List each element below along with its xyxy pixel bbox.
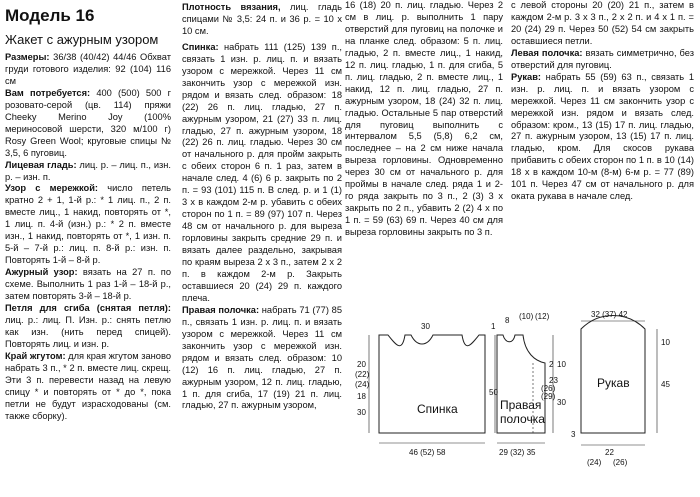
lace-label: Ажурный узор: xyxy=(5,267,78,278)
back-right-dim: 1 xyxy=(491,322,496,331)
materials-text: 400 (500) 500 г розовато-серой (цв. 114) пряжи Cheeky Merino Joy (100% мериносовой шерсти, 320 м/100 г) Rosy Green Wool; круговые спицы № 3,5, 6 пуговиц. xyxy=(5,87,172,158)
sleeve-label-diagram: Рукав xyxy=(597,376,630,390)
schematic-diagrams xyxy=(355,305,695,495)
mesh-text: число петель кратно 2 + 1, 1-й р.: * 1 лиц. п., 2 п. вместе лиц., 1 накид, повторять от *, 1 лиц. п. 4-й (изн.) р.: * 2 п. вместе изн., 1 накид, повторять от *, 1 изн. п. 5-й – 7-й р.: лиц. п. 8-й р.: изн. п. Повторять 1-й – 8-й р. xyxy=(5,183,171,266)
sleeve-left-dim: 3 xyxy=(571,430,576,439)
back-label: Спинка: xyxy=(182,41,219,52)
sleeve-bottom-dim-3: (26) xyxy=(613,458,628,467)
materials-label: Вам потребуется: xyxy=(5,87,91,98)
sleeve-top-h-dim: 10 xyxy=(661,338,670,347)
right-front-label: Правая полочка: xyxy=(182,304,260,315)
sleeve-paragraph xyxy=(511,72,694,203)
density-paragraph xyxy=(182,2,342,38)
page-subtitle: Жакет с ажурным узором xyxy=(5,32,159,47)
column-1 xyxy=(5,0,171,423)
sizes-paragraph xyxy=(5,52,171,88)
column-4 xyxy=(511,0,694,203)
sleeve-bottom-dim: 22 xyxy=(605,448,614,457)
sleeve-text: набрать 55 (59) 63 п., связать 1 изн. р. лиц. п. и вязать узором с мережкой. Через 11 см закончить узор с мережкой изн. рядом и вязать след. образом: кром., 13 (15) 17 п. лиц. гладью, 27 п. ажурным узором, 13 (15) 17 п. лиц. гладью, кром. Для скосов рукава прибавить с обеих сторон по 1 п. в 10 (14) 18 х в каждом 10-м (8-м) 6-м р. = 77 (89) 101 п. Через 47 см от начального р. для оката рукава в начале след. xyxy=(511,71,694,202)
edge-text: для края жгутом заново набрать 3 п., * 2 п. вместе лиц. скрещ. Эти 3 п. перевести назад на левую спицу * и повторять от * до *, пока петли не будут израсходованы (см. также сборку). xyxy=(5,350,171,421)
back-side-dim: 30 xyxy=(357,408,366,417)
left-front-paragraph xyxy=(511,48,694,72)
mesh-label: Узор с мережкой: xyxy=(5,183,99,194)
stockinette-label: Лицевая гладь: xyxy=(5,159,77,170)
back-bottom-dim: 46 (52) 58 xyxy=(409,448,446,457)
edge-label: Край жгутом: xyxy=(5,350,66,361)
front-bottom-dim: 29 (32) 35 xyxy=(499,448,536,457)
back-total-dim: 50 xyxy=(489,388,498,397)
front-label-2: полочка xyxy=(500,412,545,426)
back-label-diagram: Спинка xyxy=(417,402,458,416)
sleeve-height-dim: 45 xyxy=(661,380,670,389)
front-dim-f: (26) xyxy=(541,384,556,393)
sleeve-top-dim: 32 (37) 42 xyxy=(591,310,628,319)
column-2 xyxy=(182,2,342,412)
page-title: Модель 16 xyxy=(5,6,95,25)
materials-paragraph xyxy=(5,88,171,160)
back-left-dim-a: 20 xyxy=(357,360,366,369)
front-dim-a: 8 xyxy=(505,316,510,325)
right-front-text: набрать 71 (77) 85 п., связать 1 изн. р. лиц. п. и вязать узором с мережкой. Через 11 см закончить узор с мережкой изн. рядом и вязать след. образом: 10 (12) 16 п. лиц. гладью, 27 п. ажурным узором, 12 п. лиц. гладью, 1 п. для сгиба, 17 (19) 21 п. лиц. гладью, 27 п. ажурным узором, xyxy=(182,304,342,411)
sleeve-label: Рукав: xyxy=(511,71,542,82)
back-text: набрать 111 (125) 139 п., связать 1 изн. р. лиц. п. и вязать узором с мережкой. Через 11 см закончить узор с мережкой изн. рядом и вязать след. образом: 18 (22) 26 п. лиц. гладью, 27 п. ажурным узором, 21 (27) 33 п. лиц. гладью, 27 п. ажурным узором, 18 (22) 26 п. лиц. гладью. Через 30 см от начального р. для пройм закрыть с обеих сторон 6 п. 1 раз, затем в начале след. 4 (6) 6 р. закрыть по 2 п. = 93 (101) 115 п. В след. р. и 1 (1) 3 х в каждом 2-м р. убавить с обеих сторон по 1 п. = 89 (97) 107 п. Через 48 см от начального р. для выреза горловины закрыть средние 29 п. и вязать далее раздельно, закрывая по краям выреза 2 х 3 п., затем 2 х 2 п. в каждом 2-м р. Закрыть оставшиеся 20 (24) 29 п. каждого плеча. xyxy=(182,41,342,303)
front-dim-e: 23 xyxy=(549,376,558,385)
lace-paragraph xyxy=(5,267,171,303)
density-label: Плотность вязания, xyxy=(182,2,281,12)
column-3 xyxy=(345,0,503,239)
front-dim-c: (12) xyxy=(535,312,550,321)
front-dim-b: (10) xyxy=(519,312,534,321)
front-dim-h: 10 xyxy=(557,360,566,369)
edge-paragraph xyxy=(5,351,171,423)
mesh-paragraph xyxy=(5,183,171,267)
front-dim-i: 30 xyxy=(557,398,566,407)
back-left-dim-c: (24) xyxy=(355,380,370,389)
stockinette-text: лиц. р. – лиц. п., изн. р. – изн. п. xyxy=(5,159,171,182)
loop-text: лиц. р.: лиц. П. Изн. р.: снять петлю как изн. (нить перед спицей). Повторять лиц. и изн. р. xyxy=(5,314,171,349)
back-left-dim-b: (22) xyxy=(355,370,370,379)
sleeve-outline xyxy=(581,316,645,434)
front-label-1: Правая xyxy=(500,398,542,412)
loop-label: Петля для сгиба (снятая петля): xyxy=(5,303,171,314)
right-front-paragraph xyxy=(182,305,342,413)
left-front-text: вязать симметрично, без отверстий для пуговиц. xyxy=(511,47,694,70)
back-outline xyxy=(379,335,485,433)
front-dim-d: 2 xyxy=(549,360,554,369)
back-paragraph xyxy=(182,42,342,305)
loop-paragraph xyxy=(5,303,171,351)
col4-paragraph: с левой стороны 20 (20) 21 п., затем в каждом 2-м р. 3 х 3 п., 2 х 2 п. и 4 х 1 п. = 20 (24) 29 п. Через 50 (52) 54 см закрыть оставшиеся петли. xyxy=(511,0,694,46)
back-top-dim: 30 xyxy=(421,322,430,331)
left-front-label: Левая полочка: xyxy=(511,47,583,58)
back-left-dim-d: 18 xyxy=(357,392,366,401)
lace-text: вязать на 27 п. по схеме. Выполнить 1 раз 1-й – 18-й р., затем повторять 3-й – 18-й р. xyxy=(5,267,171,302)
density-text: лиц. гладь спицами № 3,5: 24 п. и 36 р. = 10 х 10 см. xyxy=(182,2,342,36)
sleeve-bottom-dim-2: (24) xyxy=(587,458,602,467)
sizes-label: Размеры: xyxy=(5,52,50,62)
front-dim-g: (29) xyxy=(541,392,556,401)
stockinette-paragraph xyxy=(5,160,171,184)
sizes-text: 36/38 (40/42) 44/46 Обхват груди готового изделия: 92 (104) 116 см xyxy=(5,52,171,86)
col3-paragraph: 16 (18) 20 п. лиц. гладью. Через 2 см в лиц. р. выполнить 1 пару отверстий для пуговиц на полочке и на планке след. образом: 5 п. лиц. гладью, 2 п. вместе лиц., 1 накид, 12 п. лиц. гладью, 1 п. для сгиба, 5 п. лиц. гладью, 2 п. вместе лиц., 1 накид, 12 п. лиц. гладью, 27 п. ажурным узором, 18 (24) 32 п. лиц. гладью. Остальные 5 пар отверстий для пуговиц выполнить с интервалом 5,5 (5,8) 6,2 см, последнее – на 2 см ниже начала выреза горловины. Одновременно через 30 см от начального р. для проймы в начале след. ряда 1 и 2-го ряда закрыть по 3 п., 2 (3) 3 х закрыть по 2 п., убавить 2 (2) 4 х по 1 п. = 59 (63) 69 п. Через 40 см для выреза горловины закрыть по 3 п. xyxy=(345,0,503,238)
